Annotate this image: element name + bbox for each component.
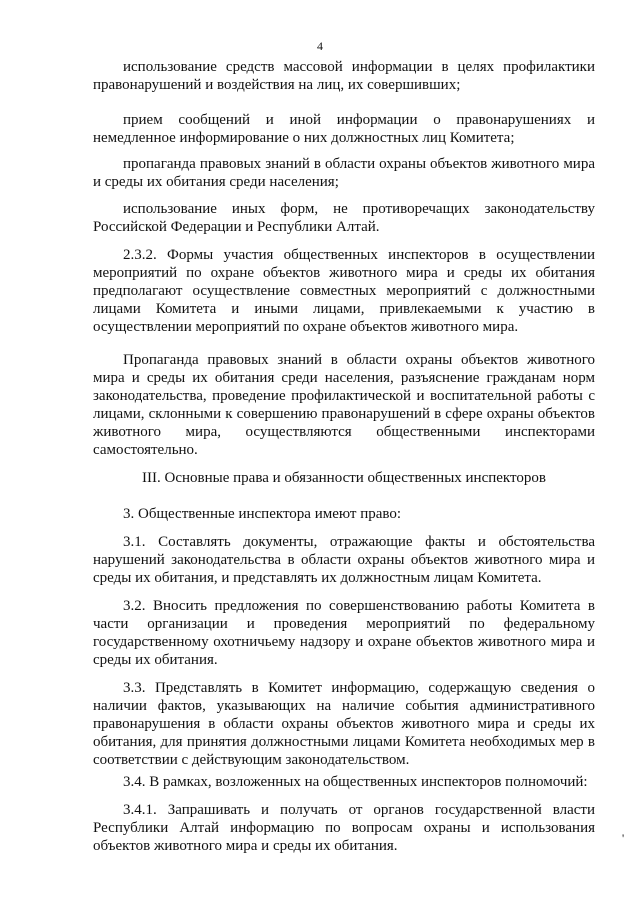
paragraph: 3.4.1. Запрашивать и получать от органов государственной власти Республики Алтай информацию по вопросам охраны и использования объектов животного мира и среды их обитания. (93, 802, 595, 854)
paragraph: 3.3. Представлять в Комитет информацию, содержащую сведения о наличии фактов, указывающих на наличие события административного правонарушения в области охраны объектов животного мира и среды их обитания, для принятия должностными лицами Комитета необходимых мер в соответствии с действующим законодательством. (93, 680, 595, 768)
paragraph: прием сообщений и иной информации о правонарушениях и немедленное информирование о них должностных лиц Комитета; (93, 112, 595, 146)
paragraph: пропаганда правовых знаний в области охраны объектов животного мира и среды их обитания среди населения; (93, 156, 595, 190)
paragraph: 2.3.2. Формы участия общественных инспекторов в осуществлении мероприятий по охране объектов животного мира и среды их обитания предполагают осуществление совместных мероприятий с должностными лицами Комитета и иными лицами, привлекаемыми к участию в осуществлении мероприятий по охране объектов животного мира. (93, 247, 595, 335)
paragraph: использование средств массовой информации в целях профилактики правонарушений и воздействия на лиц, их совершивших; (93, 59, 595, 93)
section-heading: III. Основные права и обязанности общественных инспекторов (142, 470, 546, 486)
paragraph: 3.4. В рамках, возложенных на общественных инспекторов полномочий: (123, 774, 588, 790)
margin-mark: ' (622, 831, 625, 845)
paragraph: использование иных форм, не противоречащих законодательству Российской Федерации и Республики Алтай. (93, 201, 595, 235)
paragraph: 3.2. Вносить предложения по совершенствованию работы Комитета в части организации и проведения мероприятий по федеральному государственному охотничьему надзору и охране объектов животного мира и среды их обитания. (93, 598, 595, 668)
paragraph: 3. Общественные инспектора имеют право: (123, 506, 402, 522)
paragraph: Пропаганда правовых знаний в области охраны объектов животного мира и среды их обитания среди населения, разъяснение гражданам норм законодательства, проведение профилактической и воспитательной работы с лицами, склонными к совершению правонарушений в сфере охраны объектов животного мира, осуществляются общественными инспекторами самостоятельно. (93, 352, 595, 458)
page-number: 4 (317, 39, 323, 53)
paragraph: 3.1. Составлять документы, отражающие факты и обстоятельства нарушений законодательства в области охраны объектов животного мира и среды их обитания, и представлять их должностным лицам Комитета. (93, 534, 595, 586)
